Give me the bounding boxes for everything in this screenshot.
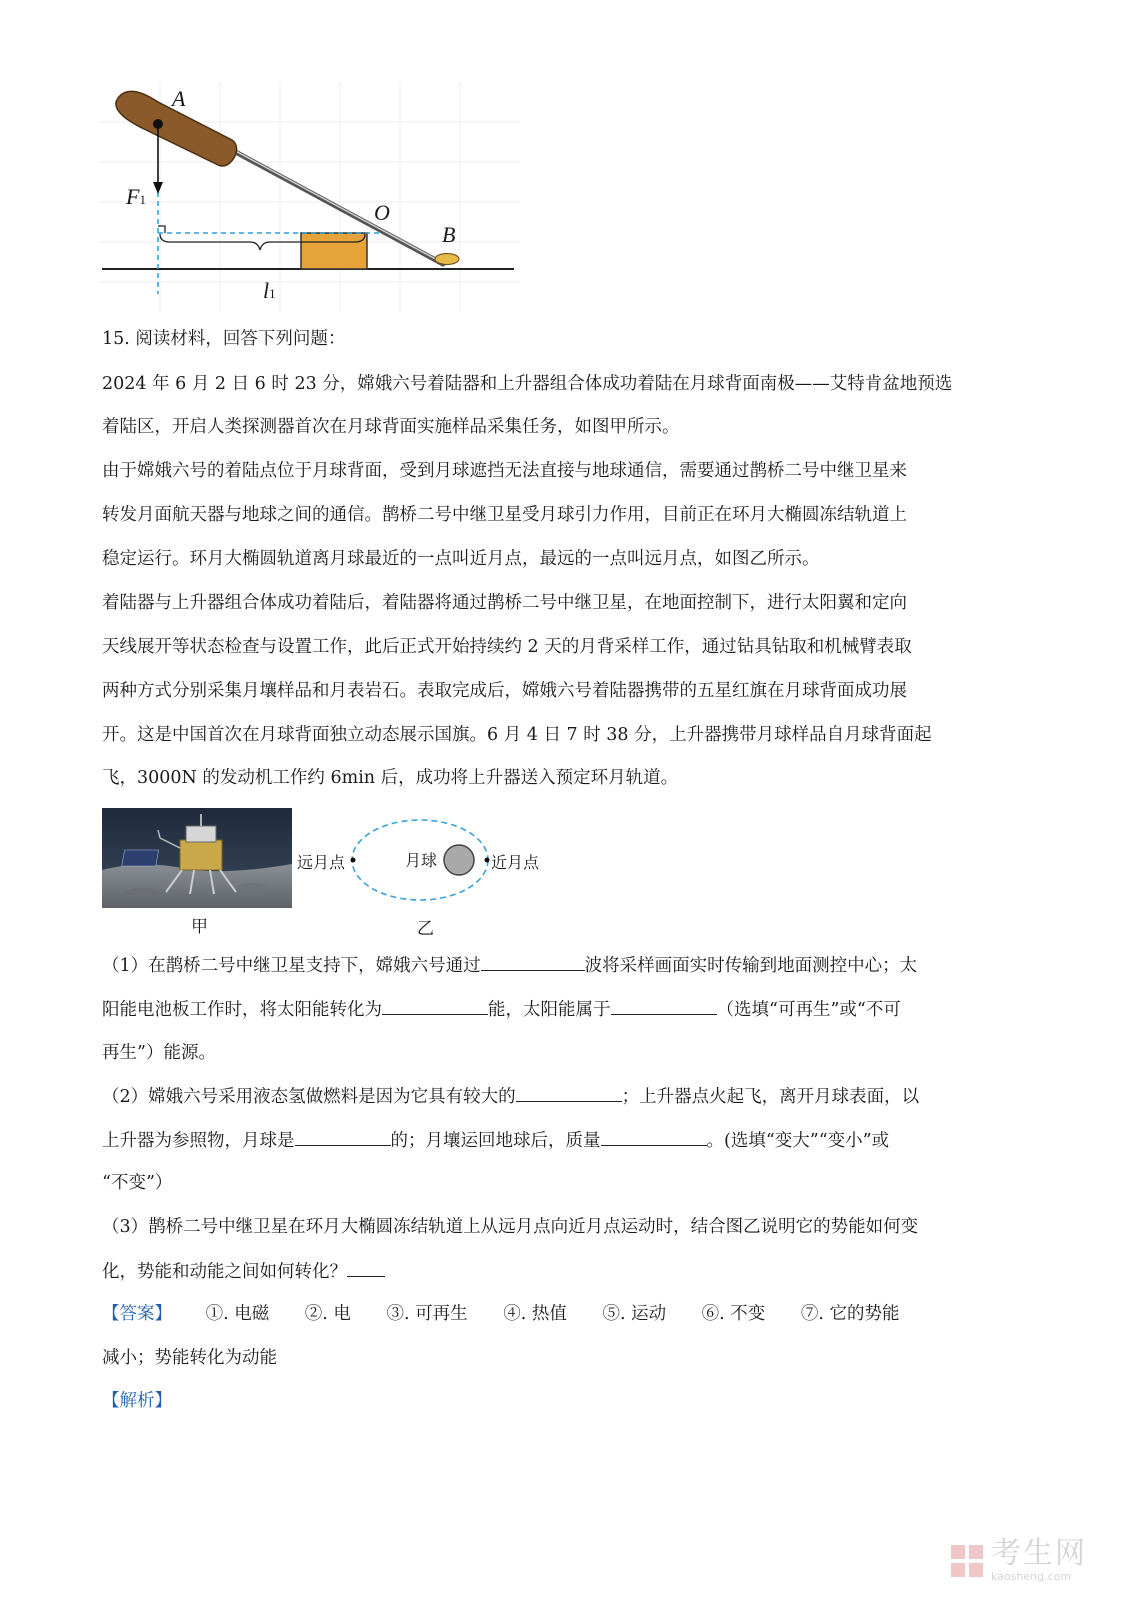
answer-tag: 【答案】 (102, 1304, 172, 1324)
material-line: 着陆器与上升器组合体成功着陆后，着陆器将通过鹊桥二号中继卫星，在地面控制下，进行太阳翼和定向 (102, 593, 907, 613)
label-f: F (126, 184, 140, 209)
answer-item: ②. 电 (304, 1304, 351, 1324)
label-l-sub: 1 (269, 286, 276, 301)
material-line: 着陆区，开启人类探测器首次在月球背面实施样品采集任务，如图甲所示。 (102, 417, 680, 437)
answer-continuation: 减小；势能转化为动能 (102, 1348, 277, 1368)
q1-line-1 (102, 952, 917, 979)
q1-line-3: 再生”）能源。 (102, 1043, 216, 1063)
caption-jia: 甲 (191, 917, 208, 937)
lever-diagram (100, 82, 520, 312)
q2-blank-3[interactable] (601, 1127, 707, 1146)
label-b: B (442, 222, 456, 247)
moon-label: 月球 (405, 851, 438, 870)
label-l: l (263, 278, 270, 303)
material-line: 飞，3000N 的发动机工作约 6min 后，成功将上升器送入预定环月轨道。 (102, 768, 679, 788)
answer-item: ③. 可再生 (386, 1304, 468, 1324)
watermark-url: kaosheng.com (991, 1570, 1072, 1583)
lever-figure (100, 82, 520, 312)
watermark-text: 考生网 (991, 1536, 1087, 1571)
q2-line-3: “不变”） (102, 1173, 173, 1193)
q1-text-b: 波将采样画面实时传输到地面测控中心；太 (584, 956, 918, 976)
question-title: 15. 阅读材料，回答下列问题： (102, 329, 346, 349)
q3-blank[interactable] (347, 1258, 385, 1277)
material-line: 2024 年 6 月 2 日 6 时 23 分，嫦娥六号着陆器和上升器组合体成功着陆在月球背面南极——艾特肯盆地预选 (102, 374, 953, 394)
q1-text-c: 阳能电池板工作时，将太阳能转化为 (102, 1000, 382, 1020)
answer-item: ⑦. 它的势能 (800, 1304, 900, 1324)
far-point-label: 远月点 (297, 853, 346, 872)
q2-text-c: 上升器为参照物，月球是 (102, 1131, 295, 1151)
watermark (949, 1536, 1087, 1583)
answer-line (102, 1301, 900, 1327)
answer-item: ④. 热值 (503, 1304, 567, 1324)
q1-blank-1[interactable] (481, 952, 585, 971)
q2-line-2 (102, 1127, 889, 1154)
q2-blank-2[interactable] (295, 1127, 391, 1146)
label-f1 (126, 184, 146, 210)
q2-text-d: 的；月壤运回地球后，质量 (390, 1131, 601, 1151)
q2-blank-1[interactable] (516, 1083, 622, 1102)
material-line: 转发月面航天器与地球之间的通信。鹊桥二号中继卫星受月球引力作用，目前正在环月大椭圆冻结轨道上 (102, 505, 907, 525)
answer-item: ①. 电磁 (205, 1304, 270, 1324)
q2-text-e: 。(选填“变大”“变小”或 (706, 1131, 890, 1151)
q1-line-2 (102, 996, 901, 1023)
q2-text-a: （2）嫦娥六号采用液态氢做燃料是因为它具有较大的 (102, 1087, 516, 1107)
label-o: O (374, 200, 390, 225)
caption-yi: 乙 (417, 919, 434, 939)
material-line: 稳定运行。环月大椭圆轨道离月球最近的一点叫近月点，最远的一点叫远月点，如图乙所示。 (102, 549, 820, 569)
answer-item: ⑤. 运动 (602, 1304, 667, 1324)
material-line: 开。这是中国首次在月球背面独立动态展示国旗。6 月 4 日 7 时 38 分，上升器携带月球样品自月球背面起 (102, 725, 932, 745)
q3-text-b: 化，势能和动能之间如何转化？ (102, 1262, 347, 1282)
label-f-sub: 1 (139, 192, 146, 207)
material-line: 天线展开等状态检查与设置工作，此后正式开始持续约 2 天的月背采样工作，通过钻具钻取和机械臂表取 (102, 637, 912, 657)
q3-line-2 (102, 1258, 385, 1285)
answer-item: ⑥. 不变 (701, 1304, 766, 1324)
analysis-tag: 【解析】 (102, 1391, 172, 1411)
near-point-label: 近月点 (491, 853, 540, 872)
label-l1 (263, 278, 276, 304)
watermark-logo-icon (949, 1543, 985, 1579)
q1-blank-3[interactable] (611, 996, 717, 1015)
material-line: 由于嫦娥六号的着陆点位于月球背面，受到月球遮挡无法直接与地球通信，需要通过鹊桥二号中继卫星来 (102, 461, 907, 481)
figure-yi (296, 812, 556, 922)
q1-text-a: （1）在鹊桥二号中继卫星支持下，嫦娥六号通过 (102, 956, 481, 976)
q1-text-e: （选填“可再生”或“不可 (716, 1000, 901, 1020)
lunar-lander-image (102, 808, 292, 908)
q1-text-d: 能，太阳能属于 (488, 1000, 611, 1020)
figure-jia (102, 808, 292, 908)
label-a: A (172, 86, 186, 111)
material-line: 两种方式分别采集月壤样品和月表岩石。表取完成后，嫦娥六号着陆器携带的五星红旗在月球背面成功展 (102, 681, 907, 701)
q2-text-b: ；上升器点火起飞，离开月球表面，以 (621, 1087, 920, 1107)
q3-line-1: （3）鹊桥二号中继卫星在环月大椭圆冻结轨道上从远月点向近月点运动时，结合图乙说明它的势能如何变 (102, 1217, 919, 1237)
q1-blank-2[interactable] (382, 996, 488, 1015)
q2-line-1 (102, 1083, 919, 1110)
